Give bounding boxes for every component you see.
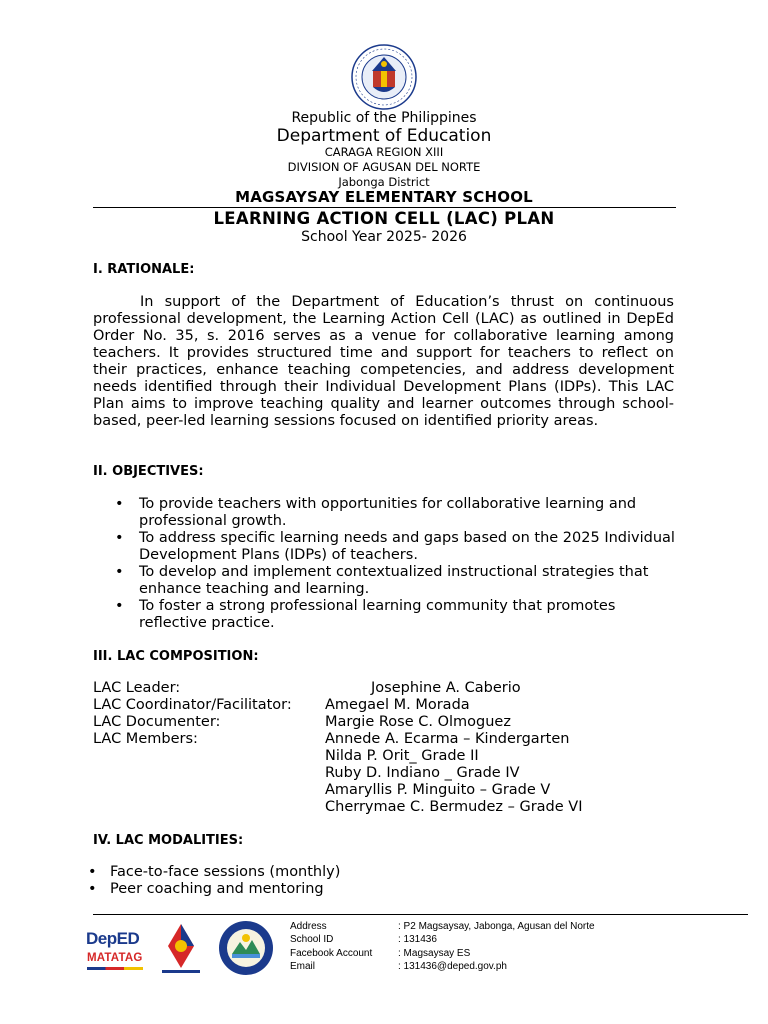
list-item: • Face-to-face sessions (monthly) (88, 864, 340, 881)
facebook-label: Facebook Account (290, 947, 373, 959)
bagong-pilipinas-logo-icon (150, 920, 212, 976)
contact-values (398, 920, 595, 974)
list-item: • To foster a strong professional learning community that promotes reflective practice. (93, 598, 678, 632)
header-divider (93, 207, 676, 208)
school-name: MAGSAYSAY ELEMENTARY SCHOOL (235, 188, 533, 206)
republic-line: Republic of the Philippines (291, 110, 477, 126)
facebook-value: : Magsaysay ES (398, 947, 471, 959)
modalities-list (88, 864, 340, 898)
deped-wordmark: DepED (86, 929, 140, 948)
list-item: • Peer coaching and mentoring (88, 881, 340, 898)
school-year: School Year 2025- 2026 (301, 229, 467, 245)
division-line: DIVISION OF AGUSAN DEL NORTE (287, 160, 481, 174)
address-value: : P2 Magsaysay, Jabonga, Agusan del Norte (398, 921, 595, 932)
role-label: LAC Coordinator/Facilitator: (93, 697, 292, 713)
rationale-text: In support of the Department of Education’s thrust on continuous professional development, the Learning Action Cell (LAC) as outlined in DepEd Order No. 35, s. 2016 serves as a venue for collaborative learning among teachers. It provides structured time and support for teachers to reflect on their practices, enhance teaching competencies, and address development needs identified through their Individual Development Plans (IDPs). This LAC Plan aims to improve teaching quality and learner outcomes through school-based, peer-led learning sessions focused on identified priority areas. (93, 294, 674, 429)
address-label: Address (290, 921, 327, 932)
matatag-wordmark: MATATAG (87, 952, 143, 964)
email-label: Email (290, 961, 316, 973)
region-line: CARAGA REGION XIII (324, 145, 444, 159)
email-value: : 131436@deped.gov.ph (398, 961, 507, 973)
member-name: Margie Rose C. Olmoguez (325, 714, 511, 730)
member-name: Amegael M. Morada (325, 697, 470, 713)
member-name: Josephine A. Caberio (371, 680, 521, 696)
list-item: • To provide teachers with opportunities for collaborative learning and professional growth. (93, 496, 678, 530)
footer-divider (93, 914, 748, 915)
role-label: LAC Members: (93, 731, 198, 747)
member-name: Amaryllis P. Minguito – Grade V (325, 782, 551, 798)
list-item: • To develop and implement contextualized instructional strategies that enhance teaching and learning. (93, 564, 678, 598)
school-id-value: : 131436 (398, 934, 437, 946)
school-id-label: School ID (290, 934, 334, 946)
district-line: Jabonga District (338, 175, 430, 189)
composition-heading: III. LAC COMPOSITION: (93, 649, 259, 664)
member-name: Nilda P. Orit_ Grade II (325, 748, 479, 764)
role-label: LAC Leader: (93, 680, 181, 696)
member-name: Cherrymae C. Bermudez – Grade VI (325, 799, 583, 815)
school-seal-icon (218, 920, 274, 976)
department-line: Department of Education (276, 126, 492, 146)
deped-seal-icon (351, 44, 417, 110)
role-label: LAC Documenter: (93, 714, 221, 730)
member-name: Annede A. Ecarma – Kindergarten (325, 731, 570, 747)
modalities-heading: IV. LAC MODALITIES: (93, 833, 244, 848)
rationale-heading: I. RATIONALE: (93, 262, 195, 277)
deped-matatag-logo (86, 925, 146, 975)
member-name: Ruby D. Indiano _ Grade IV (325, 765, 520, 781)
objectives-list (93, 496, 678, 632)
list-item: • To address specific learning needs and gaps based on the 2025 Individual Development Plans (IDPs) of teachers. (93, 530, 678, 564)
objectives-heading: II. OBJECTIVES: (93, 464, 204, 479)
document-title: LEARNING ACTION CELL (LAC) PLAN (213, 209, 555, 228)
contact-labels (290, 920, 372, 974)
matatag-stripe (87, 967, 143, 970)
